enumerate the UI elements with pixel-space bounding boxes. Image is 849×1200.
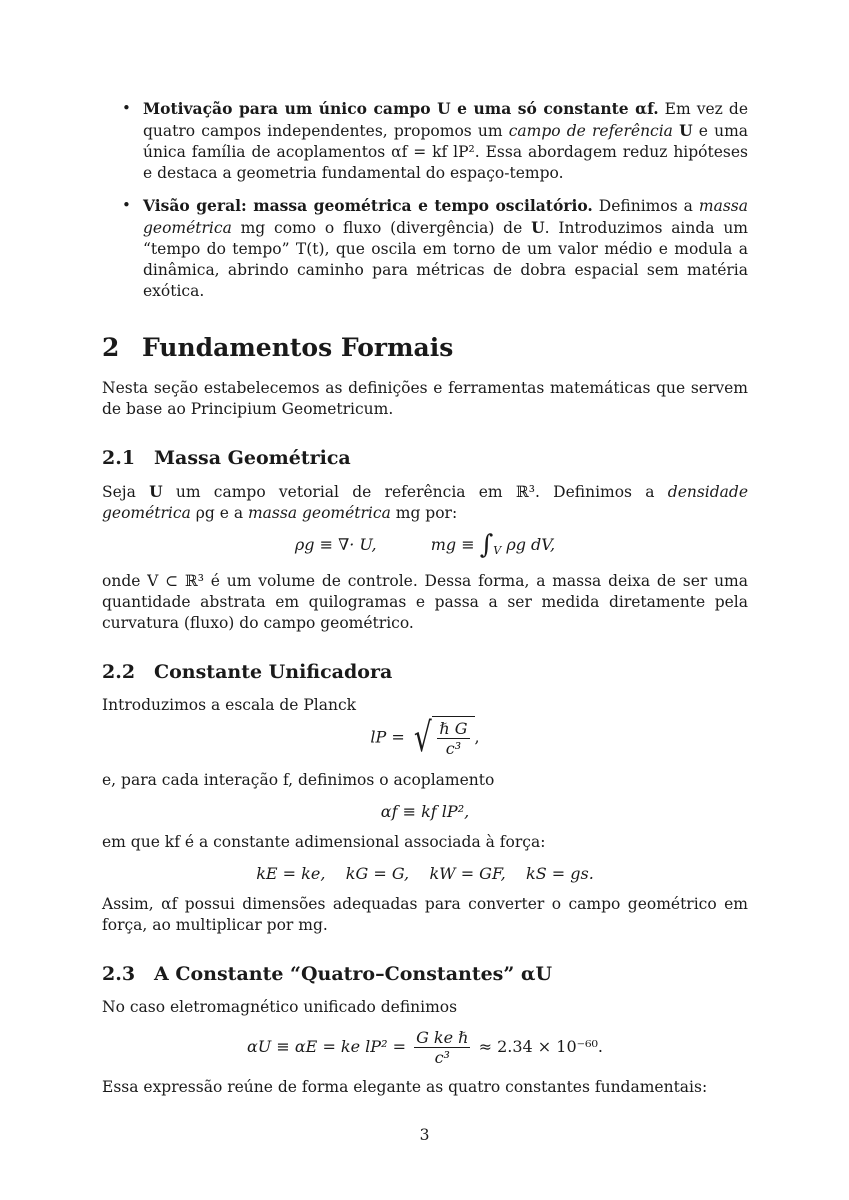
emphasis-text: campo de referência	[508, 122, 673, 140]
fraction-denominator: c³	[445, 739, 462, 758]
subsection-number: 2.3	[102, 963, 136, 985]
equation-coupling: αf ≡ kf lP²,	[380, 802, 470, 821]
emphasis-text: massa geométrica	[143, 197, 748, 237]
radical-sign: √	[413, 715, 432, 761]
bullet-list	[102, 98, 748, 302]
equation-punctuation: ,	[474, 727, 480, 747]
equation-four-constants	[102, 1028, 748, 1067]
four-constants-rhs: ≈ 2.34 × 10⁻⁶⁰.	[478, 1037, 603, 1056]
square-root	[410, 716, 475, 760]
text-run: e uma única família de acoplamentos αf = kf lP². Essa abordagem reduz hipóteses e destaca a geometria fundamental do espaço-tempo.	[143, 122, 749, 182]
subsection-title: A Constante “Quatro–Constantes” αU	[154, 963, 553, 985]
page-body	[102, 98, 748, 1098]
fraction-denominator: c³	[434, 1048, 450, 1067]
planck-length-lhs: lP =	[370, 727, 405, 747]
equation-mass-rhs: ρg dV,	[506, 535, 556, 554]
section-title: Fundamentos Formais	[142, 333, 454, 362]
paragraph-unified-intro: No caso eletromagnético unificado definimos	[102, 998, 458, 1016]
fraction	[414, 1028, 470, 1067]
section-intro: Nesta seção estabelecemos as definições e ferramentas matemáticas que servem de base ao Principium Geometricum.	[102, 379, 748, 418]
bold-symbol: U	[531, 218, 545, 237]
bullet-title: Visão geral: massa geométrica e tempo oscilatório.	[143, 196, 593, 215]
page-number: 3	[419, 1126, 430, 1144]
four-constants-lhs: αU ≡ αE = ke lP² =	[247, 1037, 406, 1056]
equation-mass-lhs: mg ≡	[430, 535, 475, 554]
emphasis-text: massa geométrica	[247, 504, 391, 522]
text-run: mg como o fluxo (divergência) de	[231, 219, 532, 237]
equation-planck-length	[102, 716, 748, 760]
subsection-heading-2-3	[102, 962, 748, 986]
subsection-title: Massa Geométrica	[154, 447, 351, 469]
paragraph-geometric-mass	[102, 481, 748, 524]
integral-sign: ∫	[479, 530, 494, 560]
text-run: Definimos a	[592, 197, 699, 215]
paragraph-coupling-intro: e, para cada interação f, definimos o acoplamento	[102, 771, 495, 789]
paragraph-force-constant: em que kf é a constante adimensional associada à força:	[102, 833, 546, 851]
text-run: ρg e a	[190, 504, 248, 522]
subsection-title: Constante Unificadora	[154, 661, 393, 683]
equation-force-constants: kE = ke, kG = G, kW = GF, kS = gs.	[256, 864, 594, 883]
equation-density-mass	[102, 530, 748, 561]
text-run: Em vez de quatro campos independentes, propomos um	[143, 100, 748, 140]
text-run: Seja	[102, 483, 150, 501]
section-heading	[102, 333, 748, 363]
subsection-number: 2.1	[102, 447, 136, 469]
text-run: . Introduzimos ainda um “tempo do tempo” T(t), que oscila em torno de um valor médio e modula a dinâmica, abrindo caminho para métricas de dobra espacial sem matéria exótica.	[143, 219, 748, 300]
bold-symbol: U	[149, 482, 163, 501]
text-run: um campo vetorial de referência em ℝ³. Definimos a	[162, 483, 668, 501]
text-run: mg por:	[390, 504, 458, 522]
bullet-item-overview	[102, 195, 748, 302]
bullet-title: Motivação para um único campo U e uma só constante αf.	[143, 99, 659, 118]
paragraph-planck-intro: Introduzimos a escala de Planck	[102, 696, 357, 714]
paragraph-dimensions: Assim, αf possui dimensões adequadas para converter o campo geométrico em força, ao multiplicar por mg.	[102, 895, 748, 934]
subsection-heading-2-1	[102, 446, 748, 470]
paragraph-control-volume: onde V ⊂ ℝ³ é um volume de controle. Dessa forma, a massa deixa de ser uma quantidade abstrata em quilogramas e passa a ser medida diretamente pela curvatura (fluxo) do campo geométrico.	[102, 572, 748, 632]
fraction	[437, 719, 469, 758]
integral-domain: V	[493, 544, 502, 557]
bold-symbol: U	[679, 121, 693, 140]
paragraph-four-constants: Essa expressão reúne de forma elegante as quatro constantes fundamentais:	[102, 1078, 708, 1096]
bullet-item-motivation	[102, 98, 748, 184]
equation-density: ρg ≡ ∇· U,	[294, 535, 377, 554]
emphasis-text: densidade geométrica	[102, 483, 749, 522]
fraction-numerator: ℏ G	[439, 719, 468, 738]
fraction-numerator: G ke ℏ	[416, 1028, 469, 1047]
section-number: 2	[102, 333, 120, 362]
subsection-number: 2.2	[102, 661, 136, 683]
subsection-heading-2-2	[102, 660, 748, 684]
